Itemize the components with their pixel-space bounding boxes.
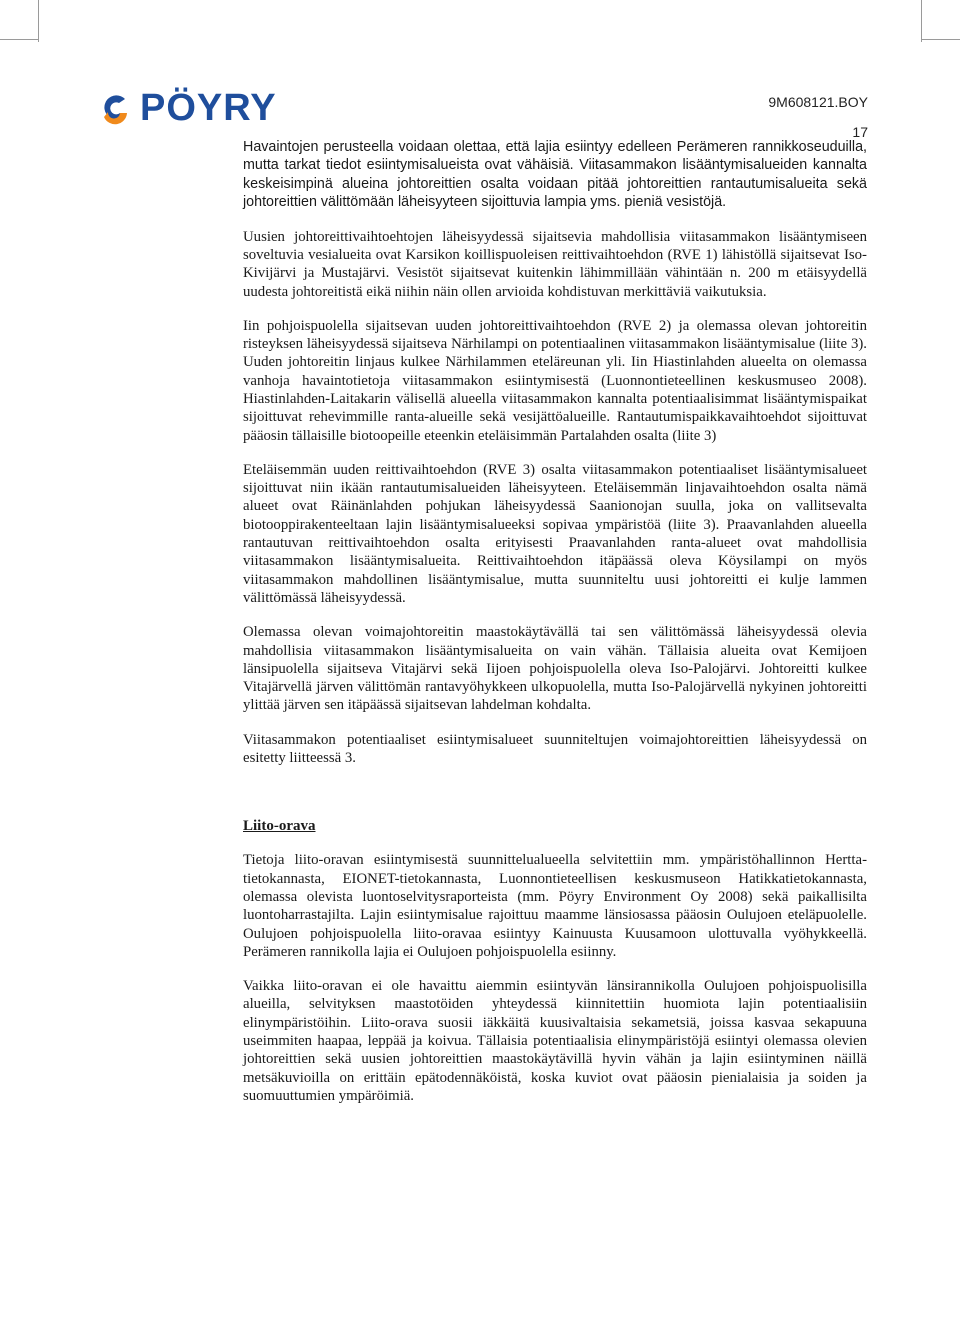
crop-mark-top-right bbox=[921, 0, 922, 42]
logo-text: PÖYRY bbox=[140, 87, 277, 129]
paragraph-8: Vaikka liito-oravan ei ole havaittu aiemmin esiintyvän länsirannikolla Oulujoen pohjoispuolisilla alueilla, selvityksen maastotöiden yhteydessä kiinnitettiin huomiota lajin potentiaalisiin elinympäristöihin. Liito-orava suosii iäkkäitä kuusivaltaisia sekametsiä, joissa kasvaa sekapuuna useimmiten haapaa, leppää ja koivua. Tällaisia potentiaalisia elinympäristöjä esiintyi olemassa olevien johtoreittien sekä uusien johtoreittien maastokäytävillä hyvin vähän ja lajin esiintyminen näillä metsäkuvioilla on erittäin epätodennäköistä, koska kuviot ovat pääosin pienialaisia ja soiden ja suomuuttumien ympäröimiä. bbox=[243, 978, 867, 1104]
paragraph-3: Iin pohjoispuolella sijaitsevan uuden johtoreittivaihtoehdon (RVE 2) ja olemassa olevan johtoreitin risteyksen läheisyydessä sijaitseva Närhilampi on potentiaalinen viitasammakon lisääntymisalue (liite 3). Uuden johtoreitin linjaus kulkee Närhilammen eteläreunan yli. Iin Hiastinlahden alueelta on olemassa vanhoja havaintotietoja viitasammakon esiintymisestä (Luonnontieteellinen keskusmuseo 2008). Hiastinlahden-Laitakarin välisellä alueella viitasammakon kannalta potentiaalisimmat lisääntymispaikat sijoittuvat rehevimmille ranta-alueille sekä vesijättöalueille. Rantautumispaikkavaihtoehdot sijoittuvat pääosin tällaisille biotoopeille eteenkin eteläisimmän Partalahden osalta (liite 3) bbox=[243, 317, 867, 444]
paragraph-1: Havaintojen perusteella voidaan olettaa, että lajia esiintyy edelleen Perämeren rannikkoseuduilla, mutta tarkat tiedot esiintymisalueista ovat vähäisiä. Viitasammakon lisääntymisalueiden kannalta keskeisimpinä alueina johtoreittien osalta voidaan pitää johtoreittien rantautumisalueita sekä johtoreittien välittömään läheisyyteen sijoittuvia lampia yms. pieniä vesistöjä. bbox=[243, 139, 867, 211]
crop-mark-top-left-h bbox=[0, 39, 38, 40]
page-content bbox=[243, 138, 867, 1121]
page-number: 17 bbox=[852, 124, 868, 140]
paragraph-4: Eteläisemmän uuden reittivaihtoehdon (RVE 3) osalta viitasammakon potentiaaliset lisääntymisalueet sijoittuvat niin ikään rantautumisalueiden läheisyyteen. Eteläisemmän linjavaihtoehdon osalta nämä alueet ovat Räinänlahden pohjukan läheisyydessä Saanionojan suulla, joka on vallitsevalta biotooppirakenteeltaan lajin lisääntymisalueeksi sopivaa ympäristöä (liite 3). Praavanlahden alueella rantautuvan reittivaihtoehdon osalta erityisesti Praavanlahden ranta-alueet ovat mahdollisia viitasammakon lisääntymisalueita. Reittivaihtoehdon itäpäässä oleva Köysilampi on myös viitasammakon mahdollinen lisääntymisalue, mutta suunniteltu uusi johtoreitti ei kulje lammen välittömässä läheisyydessä. bbox=[243, 461, 867, 606]
crop-mark-top-right-h bbox=[922, 39, 960, 40]
paragraph-7: Tietoja liito-oravan esiintymisestä suunnittelualueella selvitettiin mm. ympäristöhallinnon Hertta-tietokannasta, EIONET-tietokannasta, Luonnontieteellisen keskusmuseon Hatikkatietokannasta, olemassa olevista luontoselvitysraporteista (mm. Pöyry Environment Oy 2008) sekä paikallisilta luontoharrastajilta. Lajin esiintymisalue rajoittuu maamme länsiosassa pääosin Oulujoen eteläpuolelle. Oulujoen pohjoispuolella liito-oravaa esiintyy Kainuusta Kuusamoon ulottuvalla vyöhykkeellä. Perämeren rannikolla lajia ei Oulujoen pohjoispuolella esiinny. bbox=[243, 852, 867, 960]
paragraph-5: Olemassa olevan voimajohtoreitin maastokäytävällä tai sen välittömässä läheisyydessä olevia mahdollisia viitasammakon lisääntymisalueita on vain vähän. Tällaisia alueita ovat Kemijoen länsipuolella sijaitseva Vitajärvi sekä Iijoen pohjoispuolella oleva Iso-Palojärvi. Johtoreitti kulkee Vitajärvellä järven välittömän rantavyöhykkeen ulkopuolella, mutta Iso-Palojärvellä nykyinen johtoreitti ylittää järven sen itäpäässä sijaitsevan lahdelman kohdalta. bbox=[243, 624, 867, 714]
poyry-swirl-icon bbox=[98, 91, 132, 125]
paragraph-6: Viitasammakon potentiaaliset esiintymisalueet suunniteltujen voimajohtoreittien läheisyydessä on esitetty liitteessä 3. bbox=[243, 731, 867, 767]
crop-mark-top-left bbox=[38, 0, 39, 42]
section-heading: Liito-orava bbox=[243, 818, 316, 835]
poyry-logo bbox=[98, 88, 277, 128]
paragraph-2: Uusien johtoreittivaihtoehtojen läheisyydessä sijaitsevia mahdollisia viitasammakon lisääntymiseen soveltuvia vesialueita ovat Karsikon koillispuoleisen reittivaihtoehdon (RVE 1) lähistöllä sijaitsevat Iso-Kivijärvi ja Mustajärvi. Vesistöt sijaitsevat kuitenkin lähimmillään vähintään n. 200 m etäisyydellä uudesta johtoreitistä eikä niihin näin ollen arvioida kohdistuvan merkittäviä vaikutuksia. bbox=[243, 228, 867, 300]
document-id: 9M608121.BOY bbox=[768, 94, 868, 110]
